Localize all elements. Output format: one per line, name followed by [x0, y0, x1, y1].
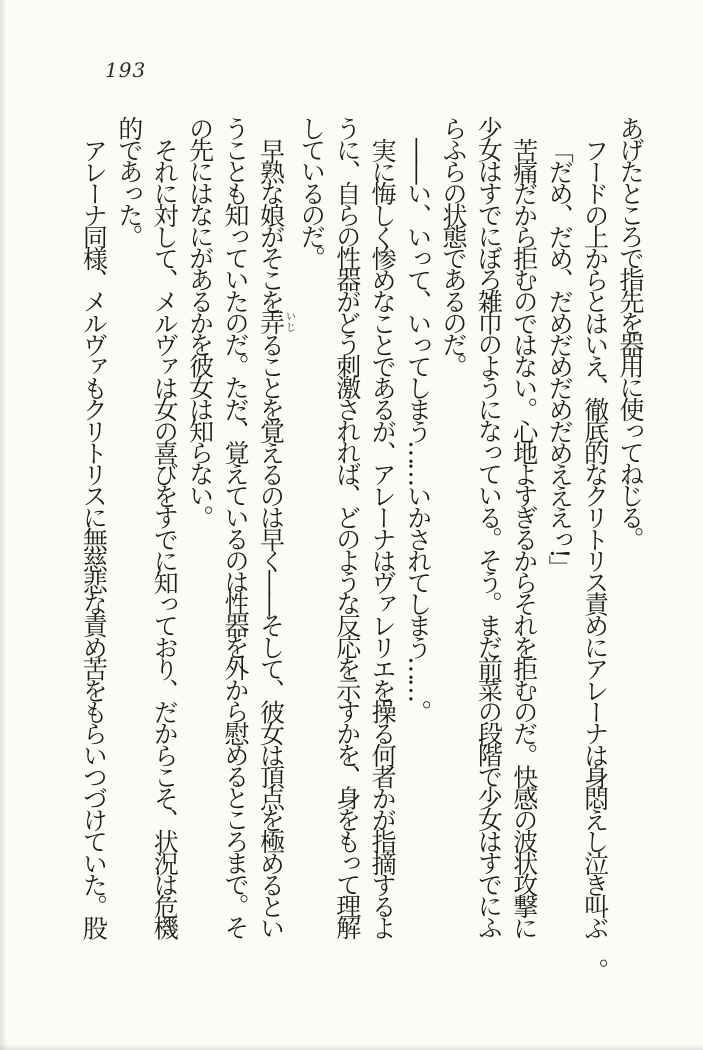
paragraph: 苦痛だから拒むのではない。心地よすぎるからそれを拒むのだ。快感の波状攻撃に少女はすでにぼろ雑巾のようになっている。そう。まだ前菜の段階で少女はすでにふらふらの状態であるのだ。 [438, 116, 539, 937]
paragraph: それに対して、メルヴァは女の喜びをすでに知っており、だからこそ、状況は危機的であった。 [114, 116, 180, 937]
paragraph: 「だめ、だめ、だめだめだめだめえええっ!」 [545, 137, 575, 577]
paragraph: アレーナ同様、メルヴァもクリトリスに無慈悲な責め苦をもらいつづけていた。股 [79, 137, 109, 937]
furigana: いじ [283, 310, 295, 332]
ruby-annotated-word: 弄いじ [256, 310, 295, 333]
paragraph: あげたところで指先を器用に使ってねじる。 [616, 116, 645, 549]
vertical-text-block [79, 116, 648, 984]
scan-edge-bottom [0, 1044, 703, 1050]
paragraph: ――い、いって、いってしまう……いかされてしまう……。 [403, 137, 433, 721]
scan-edge-left [0, 0, 7, 1050]
paragraph: 実に悔しく惨めなことであるが、アレーナはヴァレリエを操る何者かが指摘するように、自らの性器がどう刺激されれば、どのような反応を示すかを、身をもって理解しているのだ。 [297, 116, 398, 937]
page-number: 193 [105, 58, 147, 82]
paragraph: フードの上からとはいえ、徹底的なクリトリス責めにアレーナは身悶えし泣き叫ぶ。 [580, 137, 610, 984]
paragraph: 早熟な娘がそこを弄いじることを覚えるのは早く――そして、彼女は頂点を極めるということも知っていたのだ。ただ、覚えているのは性器を外から慰めるところまで。その先にはなにがあるかを彼女は知らない。 [185, 116, 295, 937]
